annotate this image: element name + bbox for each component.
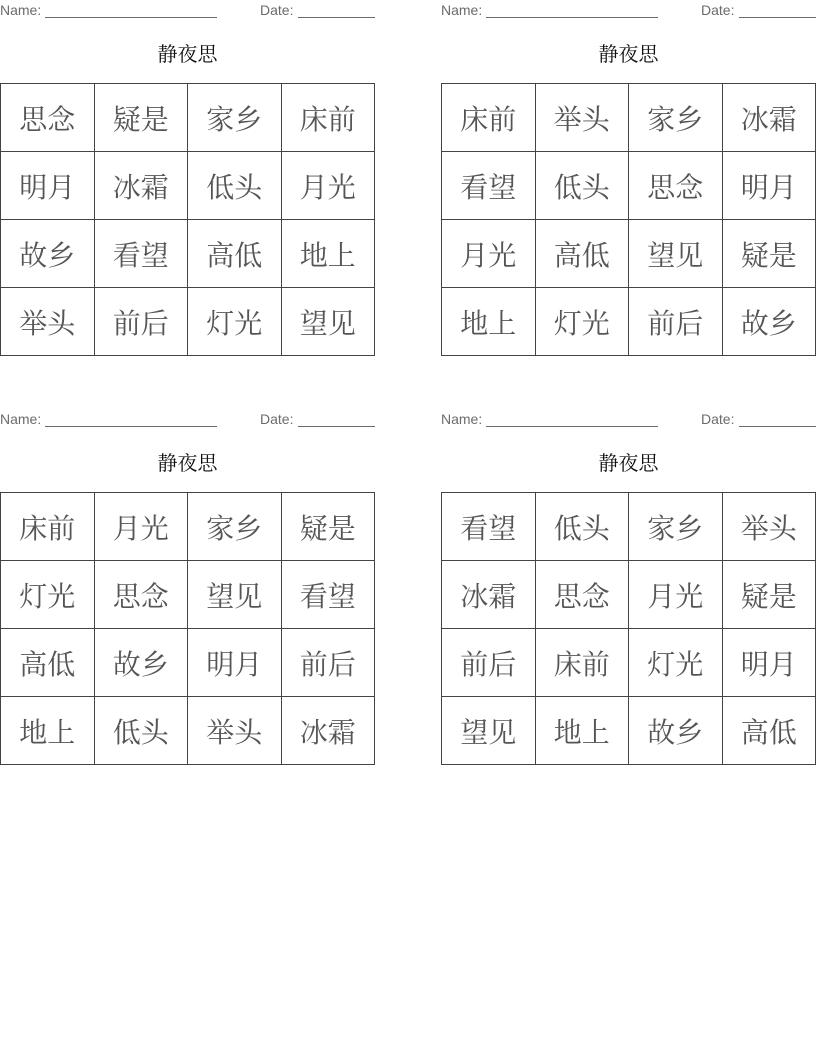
grid-row <box>442 220 816 288</box>
bingo-card-3 <box>0 409 375 774</box>
grid-cell: 思念 <box>94 561 188 629</box>
grid-cell: 明月 <box>1 152 95 220</box>
grid-cell: 冰霜 <box>281 697 375 765</box>
grid-cell: 举头 <box>722 493 816 561</box>
grid-cell: 灯光 <box>629 629 723 697</box>
date-label: Date: <box>701 2 735 18</box>
name-line <box>45 426 217 427</box>
grid-cell: 家乡 <box>629 84 723 152</box>
grid-cell: 地上 <box>1 697 95 765</box>
card-header <box>441 2 816 20</box>
grid-row <box>1 84 375 152</box>
grid-row <box>442 561 816 629</box>
grid-cell: 低头 <box>94 697 188 765</box>
grid-cell: 月光 <box>629 561 723 629</box>
grid-cell: 望见 <box>629 220 723 288</box>
card-title: 静夜思 <box>598 42 659 66</box>
grid-cell: 冰霜 <box>94 152 188 220</box>
grid-cell: 家乡 <box>188 493 282 561</box>
grid-cell: 看望 <box>442 493 536 561</box>
grid-cell: 前后 <box>442 629 536 697</box>
grid-cell: 举头 <box>535 84 629 152</box>
grid-cell: 家乡 <box>629 493 723 561</box>
grid-cell: 月光 <box>442 220 536 288</box>
grid-cell: 家乡 <box>188 84 282 152</box>
grid-cell: 高低 <box>188 220 282 288</box>
grid-cell: 望见 <box>442 697 536 765</box>
grid-cell: 故乡 <box>722 288 816 356</box>
grid-cell: 疑是 <box>722 561 816 629</box>
card-header <box>441 411 816 429</box>
grid-cell: 高低 <box>535 220 629 288</box>
grid-row <box>1 493 375 561</box>
grid-cell: 床前 <box>281 84 375 152</box>
card-header <box>0 2 375 20</box>
grid-cell: 思念 <box>629 152 723 220</box>
grid-cell: 明月 <box>188 629 282 697</box>
date-label: Date: <box>260 411 294 427</box>
grid-cell: 地上 <box>535 697 629 765</box>
grid-cell: 疑是 <box>94 84 188 152</box>
grid-cell: 地上 <box>281 220 375 288</box>
grid-cell: 低头 <box>535 493 629 561</box>
grid-cell: 高低 <box>1 629 95 697</box>
grid-cell: 举头 <box>188 697 282 765</box>
grid-cell: 思念 <box>535 561 629 629</box>
grid-cell: 月光 <box>94 493 188 561</box>
bingo-grid <box>0 83 375 356</box>
grid-cell: 低头 <box>188 152 282 220</box>
grid-cell: 举头 <box>1 288 95 356</box>
grid-row <box>1 288 375 356</box>
grid-cell: 灯光 <box>1 561 95 629</box>
grid-cell: 明月 <box>722 629 816 697</box>
bingo-grid <box>441 492 816 765</box>
grid-row <box>1 220 375 288</box>
bingo-grid <box>0 492 375 765</box>
date-line <box>298 17 375 18</box>
grid-cell: 床前 <box>535 629 629 697</box>
date-label: Date: <box>260 2 294 18</box>
grid-row <box>1 152 375 220</box>
grid-cell: 前后 <box>629 288 723 356</box>
grid-cell: 冰霜 <box>442 561 536 629</box>
grid-cell: 灯光 <box>535 288 629 356</box>
grid-cell: 前后 <box>94 288 188 356</box>
grid-row <box>442 697 816 765</box>
grid-cell: 灯光 <box>188 288 282 356</box>
name-line <box>486 426 658 427</box>
grid-row <box>442 288 816 356</box>
grid-cell: 望见 <box>281 288 375 356</box>
date-line <box>739 426 816 427</box>
grid-cell: 故乡 <box>1 220 95 288</box>
grid-cell: 床前 <box>442 84 536 152</box>
grid-cell: 看望 <box>442 152 536 220</box>
bingo-card-4 <box>441 409 816 774</box>
grid-row <box>442 629 816 697</box>
name-line <box>486 17 658 18</box>
date-line <box>739 17 816 18</box>
grid-cell: 思念 <box>1 84 95 152</box>
name-label: Name: <box>441 2 483 18</box>
grid-cell: 看望 <box>94 220 188 288</box>
grid-cell: 故乡 <box>629 697 723 765</box>
grid-row <box>1 629 375 697</box>
bingo-card-2 <box>441 0 816 365</box>
bingo-card-1 <box>0 0 375 365</box>
date-line <box>298 426 375 427</box>
card-title: 静夜思 <box>157 451 218 475</box>
card-header <box>0 411 375 429</box>
grid-cell: 故乡 <box>94 629 188 697</box>
grid-cell: 疑是 <box>722 220 816 288</box>
name-label: Name: <box>0 2 42 18</box>
grid-row <box>442 84 816 152</box>
card-title: 静夜思 <box>157 42 218 66</box>
grid-cell: 地上 <box>442 288 536 356</box>
grid-row <box>442 493 816 561</box>
grid-cell: 床前 <box>1 493 95 561</box>
date-label: Date: <box>701 411 735 427</box>
card-title: 静夜思 <box>598 451 659 475</box>
grid-cell: 看望 <box>281 561 375 629</box>
bingo-grid <box>441 83 816 356</box>
name-label: Name: <box>0 411 42 427</box>
grid-cell: 疑是 <box>281 493 375 561</box>
grid-cell: 前后 <box>281 629 375 697</box>
grid-cell: 冰霜 <box>722 84 816 152</box>
name-label: Name: <box>441 411 483 427</box>
grid-row <box>1 697 375 765</box>
grid-cell: 望见 <box>188 561 282 629</box>
grid-cell: 明月 <box>722 152 816 220</box>
name-line <box>45 17 217 18</box>
grid-cell: 低头 <box>535 152 629 220</box>
grid-row <box>1 561 375 629</box>
grid-row <box>442 152 816 220</box>
grid-cell: 高低 <box>722 697 816 765</box>
grid-cell: 月光 <box>281 152 375 220</box>
